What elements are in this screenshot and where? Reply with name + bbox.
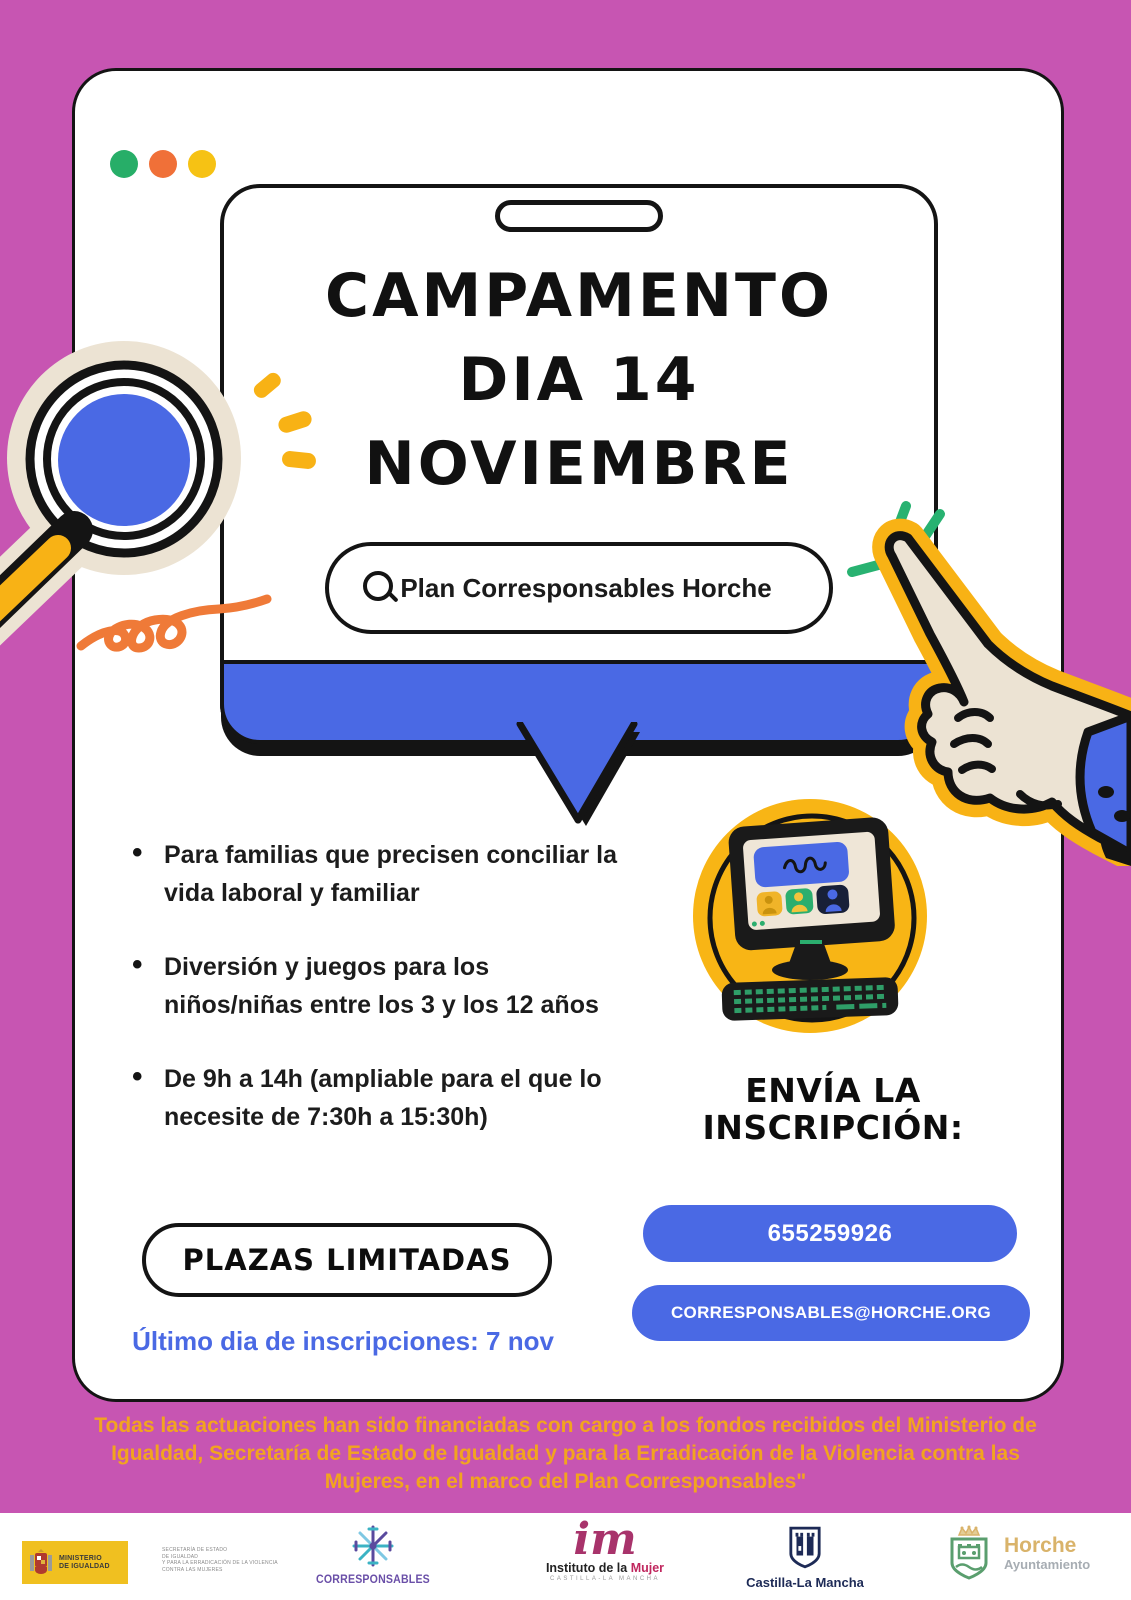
yellow-sparkle-icon [251,370,317,470]
orange-dot-icon [149,150,177,178]
yellow-dot-icon [188,150,216,178]
horche-shield-icon [942,1525,996,1581]
window-traffic-lights [110,150,216,178]
bullet-item [128,836,634,912]
castilla-label: Castilla-La Mancha [746,1575,864,1590]
logo-bar [0,1513,1131,1600]
bullet-text-3: De 9h a 14h (ampliable para el que lo necesite de 7:30h a 15:30h) [164,1065,602,1131]
email-pill[interactable] [632,1285,1030,1341]
instituto-name-accent: Mujer [630,1561,665,1575]
instituto-name-prefix: Instituto de la [545,1561,631,1575]
ministerio-label-line2: DE IGUALDAD [59,1562,110,1570]
instituto-subtitle: CASTILLA-LA MANCHA [549,1576,661,1582]
title-line-2: DIA 14 [458,345,700,415]
castilla-shield-icon [788,1525,822,1569]
instituto-mujer-logo [520,1514,690,1582]
castilla-la-mancha-logo [740,1525,870,1590]
email-address: CORRESPONSABLES@HORCHE.ORG [670,1303,992,1322]
deadline-text: Último dia de inscripciones: 7 nov [132,1326,554,1356]
corresponsables-label: CORRESPONSABLES [316,1574,430,1586]
funding-note: Todas las actuaciones han sido financiadas con cargo a los fondos recibidos del Ministerio de Igualdad, Secretaría de Estado de Igualdad y para la Erradicación de la Violencia contra las Mujeres, en el marco del Plan Corresponsables" [94,1414,1037,1493]
inscription-heading: ENVÍA LA INSCRIPCIÓN: [702,1071,964,1147]
plazas-limitadas-badge [142,1223,552,1297]
pointing-hand-illustration [838,486,1131,866]
instituto-monogram-icon: im [573,1514,637,1565]
secretaria-small-text: SECRETARÍA DE ESTADO DE IGUALDAD Y PARA LA ERRADICACIÓN DE LA VIOLENCIA CONTRA LAS MUJERES [162,1547,278,1573]
search-text: Plan Corresponsables Horche [400,573,772,603]
info-bullet-list [128,836,648,1172]
search-icon [363,571,397,605]
horche-subtitle: Ayuntamiento [1004,1556,1091,1572]
phone-pill[interactable] [643,1205,1017,1262]
orange-squiggle-icon [75,592,275,664]
bullet-item [128,1060,634,1136]
phone-number: 655259926 [767,1219,893,1247]
title-line-1: CAMPAMENTO [325,261,833,331]
search-bar[interactable] [325,542,833,634]
bullet-item [128,948,634,1024]
spain-coat-of-arms-icon [22,1541,128,1584]
green-dot-icon [110,150,138,178]
poster-title [224,254,934,506]
window-handle-pill [495,200,663,232]
speech-bubble-tail [512,722,652,834]
speech-bubble-card [220,184,938,744]
bullet-text-1: Para familias que precisen conciliar la vida laboral y familiar [164,841,617,907]
plazas-label: PLAZAS LIMITADAS [182,1243,512,1277]
title-line-3: NOVIEMBRE [364,429,794,499]
corresponsables-snowflake-icon [350,1523,396,1569]
corresponsables-logo [308,1523,438,1586]
ministerio-igualdad-logo [22,1541,278,1584]
horche-name: Horche [1004,1533,1077,1557]
ministerio-label-line1: MINISTERIO [59,1554,102,1562]
horche-ayuntamiento-logo [942,1525,1090,1581]
bullet-text-2: Diversión y juegos para los niños/niñas entre los 3 y los 12 años [164,953,599,1019]
